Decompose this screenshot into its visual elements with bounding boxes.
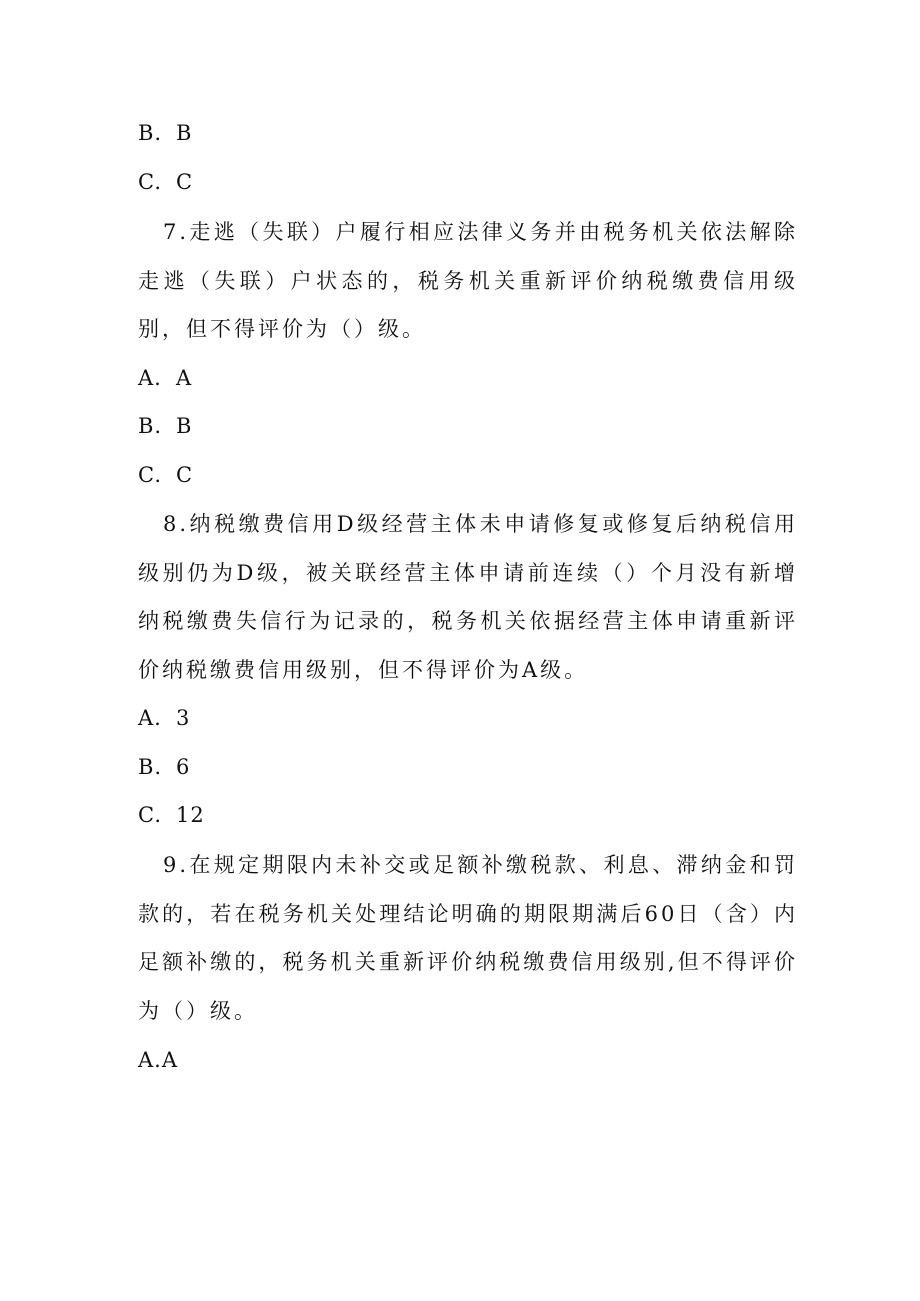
option-label: B. — [138, 755, 163, 779]
option-label: A.A — [138, 1048, 179, 1072]
option-label: C. — [138, 803, 162, 827]
option-text: C — [176, 463, 194, 487]
q9-option-a — [138, 1045, 178, 1075]
q8-option-c — [138, 800, 205, 830]
option-text: A — [176, 366, 193, 390]
q8-option-b — [138, 752, 190, 782]
option-label: A. — [138, 366, 162, 390]
q7-option-a — [138, 363, 192, 393]
prev-option-c — [138, 167, 193, 197]
option-label: B. — [138, 414, 163, 438]
option-label: C. — [138, 463, 162, 487]
option-label: A. — [138, 706, 162, 730]
option-label: C. — [138, 170, 162, 194]
option-text: B — [176, 414, 193, 438]
question-9-text: 9.在规定期限内未补交或足额补缴税款、利息、滞纳金和罚款的，若在税务机关处理结论明确的期限期满后60日（含）内足额补缴的，税务机关重新评价纳税缴费信用级别,但不得评价为（）级。 — [138, 853, 798, 1023]
option-text: B — [176, 121, 193, 145]
option-text: 3 — [176, 706, 191, 730]
option-label: B. — [138, 121, 163, 145]
option-text: 6 — [176, 755, 191, 779]
option-text: C — [176, 170, 194, 194]
question-7-text: 7.走逃（失联）户履行相应法律义务并由税务机关依法解除走逃（失联）户状态的，税务机关重新评价纳税缴费信用级别，但不得评价为（）级。 — [138, 220, 798, 341]
prev-option-b — [138, 118, 192, 148]
q8-option-a — [138, 703, 190, 733]
question-8-text: 8.纳税缴费信用D级经营主体未申请修复或修复后纳税信用级别仍为D级，被关联经营主体申请前连续（）个月没有新增纳税缴费失信行为记录的，税务机关依据经营主体申请重新评价纳税缴费信用级别，但不得评价为A级。 — [138, 512, 798, 682]
option-text: 12 — [176, 803, 205, 827]
q7-option-b — [138, 411, 192, 441]
q7-option-c — [138, 460, 193, 490]
